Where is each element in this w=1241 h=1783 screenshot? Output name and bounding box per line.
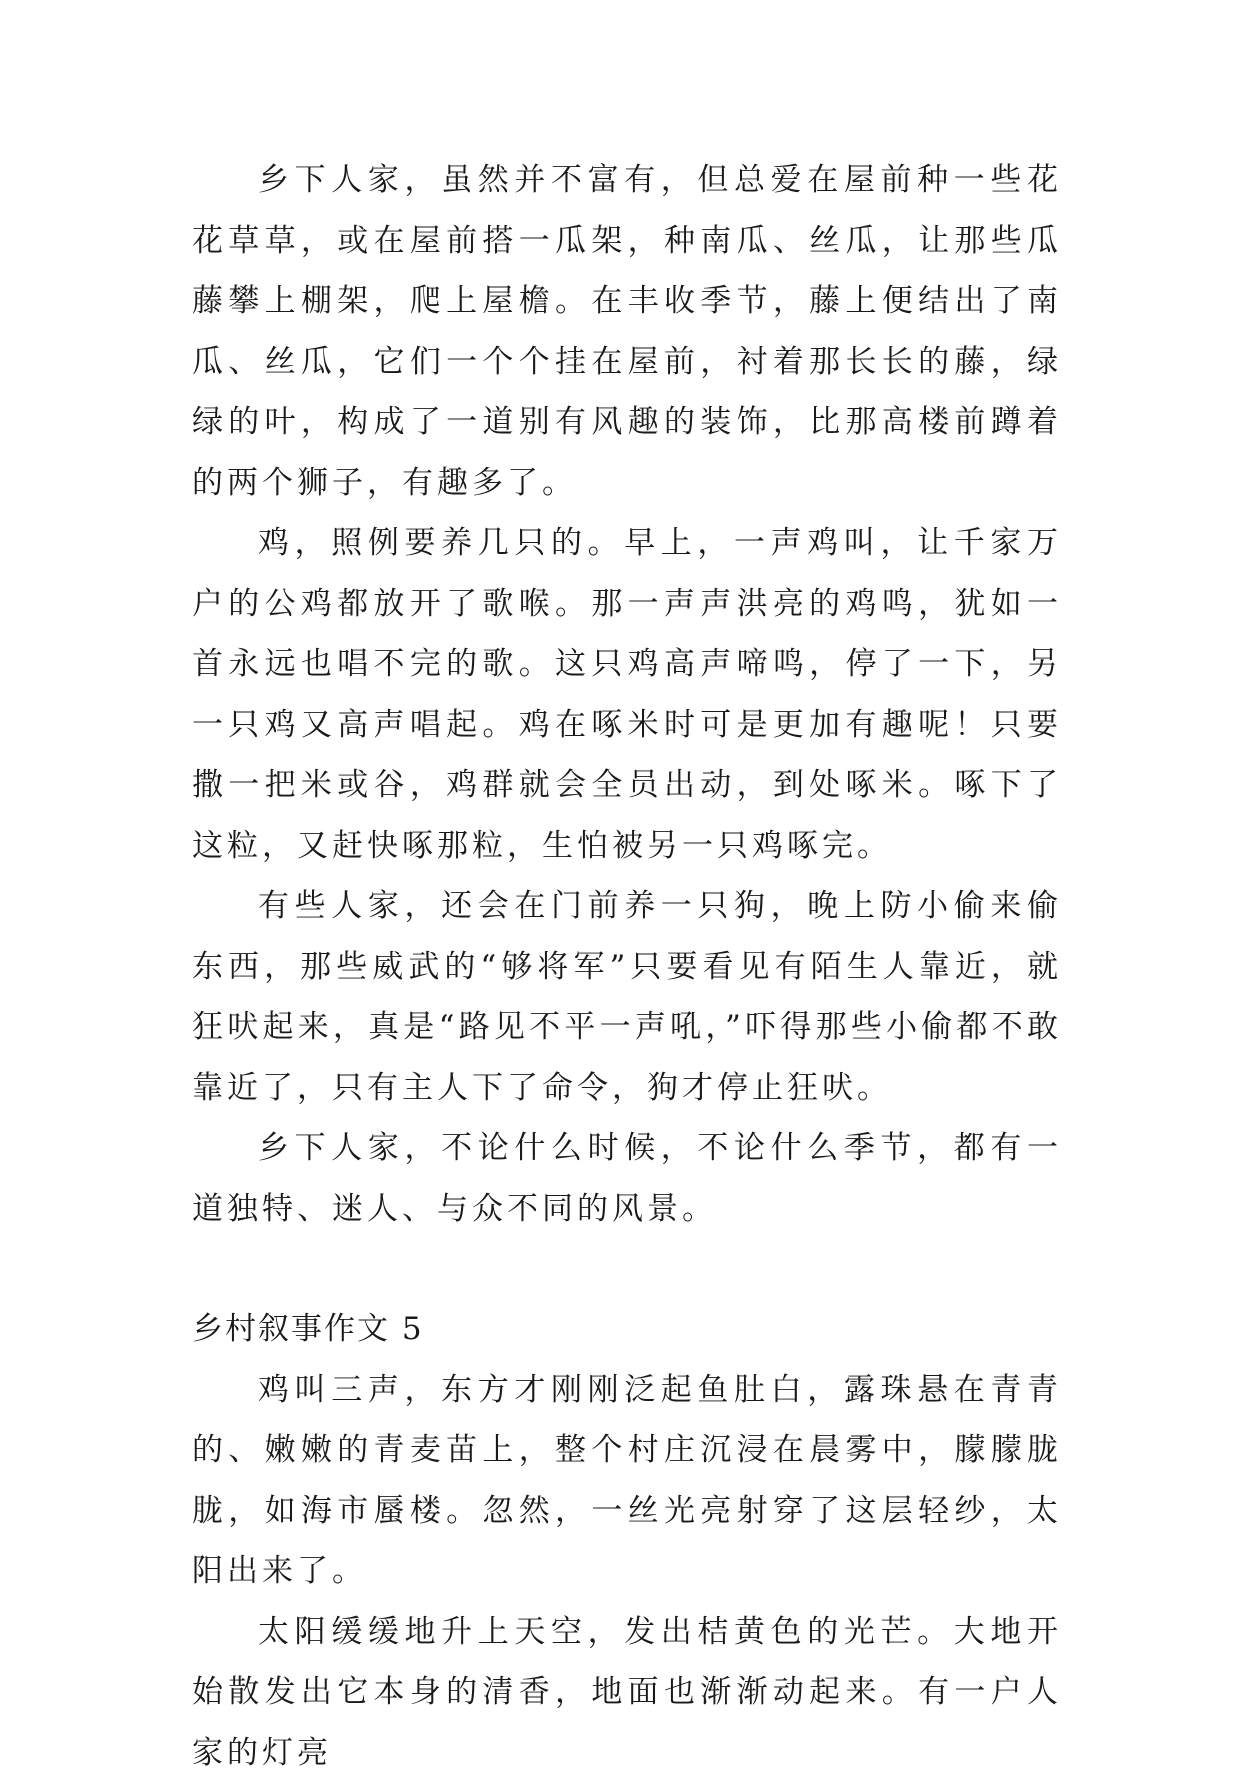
paragraph-dog: 有些人家，还会在门前养一只狗，晚上防小偷来偷东西，那些威武的“够将军”只要看见有陌生人靠近，就狂吠起来，真是“路见不平一声吼，”吓得那些小偷都不敢靠近了，只有主人下了命令，狗才停止狂吠。 (192, 876, 1062, 1118)
paragraph-chickens: 鸡，照例要养几只的。早上，一声鸡叫，让千家万户的公鸡都放开了歌喉。那一声声洪亮的鸡鸣，犹如一首永远也唱不完的歌。这只鸡高声啼鸣，停了一下，另一只鸡又高声唱起。鸡在啄米时可是更加有趣呢！只要撒一把米或谷，鸡群就会全员出动，到处啄米。啄下了这粒，又赶快啄那粒，生怕被另一只鸡啄完。 (192, 513, 1062, 876)
paragraph-flowers-melons: 乡下人家，虽然并不富有，但总爱在屋前种一些花花草草，或在屋前搭一瓜架，种南瓜、丝瓜，让那些瓜藤攀上棚架，爬上屋檐。在丰收季节，藤上便结出了南瓜、丝瓜，它们一个个挂在屋前，衬着那长长的藤，绿绿的叶，构成了一道别有风趣的装饰，比那高楼前蹲着的两个狮子，有趣多了。 (192, 150, 1062, 513)
paragraph-scenery: 乡下人家，不论什么时候，不论什么季节，都有一道独特、迷人、与众不同的风景。 (192, 1118, 1062, 1239)
paragraph-sunrise: 太阳缓缓地升上天空，发出桔黄色的光芒。大地开始散发出它本身的清香，地面也渐渐动起来。有一户人家的灯亮 (192, 1602, 1062, 1783)
document-body (192, 150, 1062, 1783)
section-title: 乡村叙事作文 5 (192, 1299, 1062, 1360)
paragraph-dawn: 鸡叫三声，东方才刚刚泛起鱼肚白，露珠悬在青青的、嫩嫩的青麦苗上，整个村庄沉浸在晨雾中，朦朦胧胧，如海市蜃楼。忽然，一丝光亮射穿了这层轻纱，太阳出来了。 (192, 1360, 1062, 1602)
